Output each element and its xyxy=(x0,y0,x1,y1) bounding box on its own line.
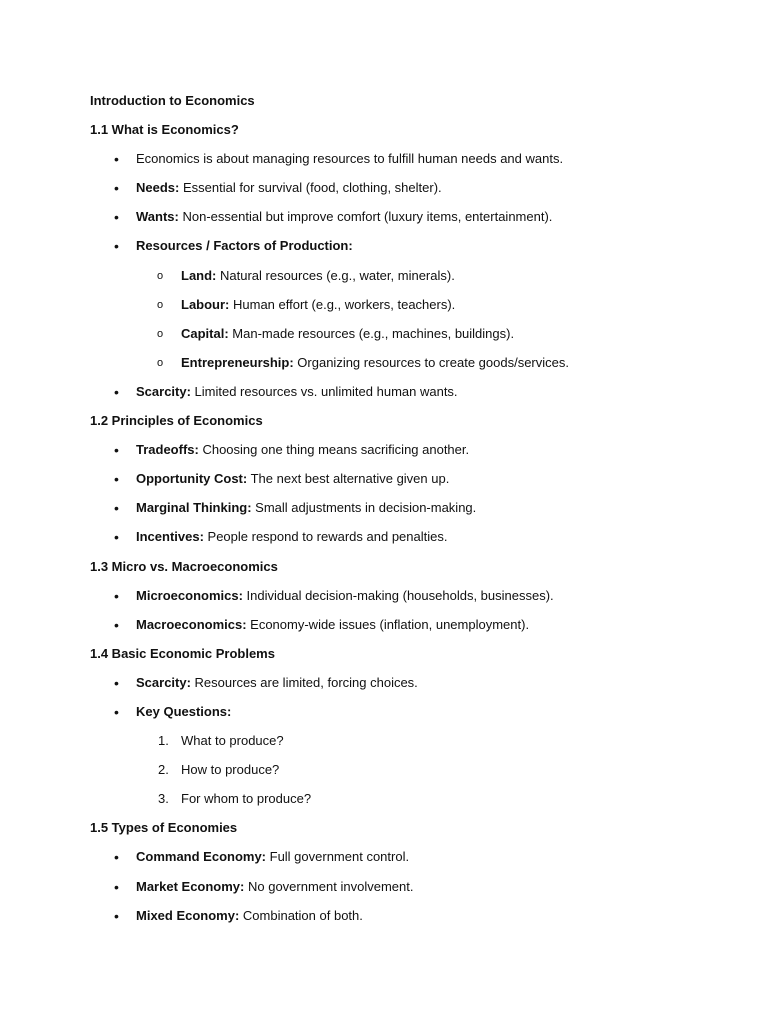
list-item-text: Individual decision-making (households, businesses). xyxy=(242,587,554,603)
list-item-term: Land: xyxy=(181,267,217,283)
numbered-item xyxy=(90,761,690,790)
list-item-term: Entrepreneurship: xyxy=(181,354,294,370)
list-item-term: Market Economy: xyxy=(136,878,245,894)
bullet-icon: • xyxy=(114,849,119,866)
list-item-term: Macroeconomics: xyxy=(136,616,247,632)
bullet-icon: • xyxy=(114,180,119,197)
list-item-text: How to produce? xyxy=(181,762,280,778)
circle-bullet-icon: o xyxy=(157,298,164,311)
document-title: Introduction to Economics xyxy=(90,93,255,108)
list-item-text: Full government control. xyxy=(266,849,410,865)
list-item-term: Needs: xyxy=(136,180,180,196)
list-item-term: Command Economy: xyxy=(136,849,267,865)
list-item-term: Key Questions: xyxy=(136,703,232,719)
list-number: 2. xyxy=(158,762,169,778)
list-item xyxy=(90,848,690,877)
list-item-text: Limited resources vs. unlimited human wants. xyxy=(190,383,458,399)
list-item-text: Choosing one thing means sacrificing another. xyxy=(198,442,470,458)
list-item-text: No government involvement. xyxy=(244,878,414,894)
list-item xyxy=(90,878,690,907)
section-heading: 1.4 Basic Economic Problems xyxy=(90,645,275,661)
list-item xyxy=(90,907,690,936)
sub-list-item xyxy=(90,354,690,383)
document-page xyxy=(90,92,690,936)
bullet-icon: • xyxy=(114,383,119,400)
section-heading: 1.1 What is Economics? xyxy=(90,122,239,138)
list-item-text: Natural resources (e.g., water, minerals). xyxy=(216,267,455,283)
list-item-term: Capital: xyxy=(181,325,229,341)
numbered-item xyxy=(90,790,690,819)
list-item-text: Essential for survival (food, clothing, shelter). xyxy=(179,180,442,196)
list-item-text: Human effort (e.g., workers, teachers). xyxy=(229,296,456,312)
list-item-text: The next best alternative given up. xyxy=(247,471,450,487)
bullet-icon: • xyxy=(114,500,119,517)
list-item-text: Man-made resources (e.g., machines, buildings). xyxy=(228,325,515,341)
list-item xyxy=(90,703,690,732)
list-item-text: Resources are limited, forcing choices. xyxy=(190,674,418,690)
bullet-icon: • xyxy=(114,471,119,488)
list-item xyxy=(90,499,690,528)
circle-bullet-icon: o xyxy=(157,327,164,340)
bullet-icon: • xyxy=(114,442,119,459)
list-item xyxy=(90,616,690,645)
circle-bullet-icon: o xyxy=(157,269,164,282)
sub-list-item xyxy=(90,325,690,354)
bullet-icon: • xyxy=(114,703,119,720)
list-item xyxy=(90,150,690,179)
section-heading: 1.2 Principles of Economics xyxy=(90,413,263,429)
list-item-text: Non-essential but improve comfort (luxury items, entertainment). xyxy=(178,209,553,225)
list-item-text: Small adjustments in decision-making. xyxy=(251,500,477,516)
bullet-icon: • xyxy=(114,907,119,924)
list-item-text: Economics is about managing resources to fulfill human needs and wants. xyxy=(136,151,564,167)
list-item-term: Tradeoffs: xyxy=(136,442,199,458)
list-item-term: Wants: xyxy=(136,209,179,225)
list-item xyxy=(90,674,690,703)
list-item-term: Microeconomics: xyxy=(136,587,243,603)
list-item-text: People respond to rewards and penalties. xyxy=(203,529,448,545)
bullet-icon: • xyxy=(114,209,119,226)
list-item-text: Organizing resources to create goods/services. xyxy=(293,354,569,370)
list-number: 3. xyxy=(158,791,169,807)
section-heading: 1.3 Micro vs. Macroeconomics xyxy=(90,558,278,574)
bullet-icon: • xyxy=(114,151,119,168)
list-item xyxy=(90,208,690,237)
list-item xyxy=(90,441,690,470)
list-item xyxy=(90,587,690,616)
section-heading: 1.5 Types of Economies xyxy=(90,820,238,836)
bullet-icon: • xyxy=(114,529,119,546)
list-item xyxy=(90,528,690,557)
list-item-term: Marginal Thinking: xyxy=(136,500,252,516)
sub-list-item xyxy=(90,296,690,325)
sub-list-item xyxy=(90,267,690,296)
list-item-term: Opportunity Cost: xyxy=(136,471,248,487)
circle-bullet-icon: o xyxy=(157,356,164,369)
list-item-text: What to produce? xyxy=(181,733,284,749)
bullet-icon: • xyxy=(114,674,119,691)
list-item xyxy=(90,383,690,412)
list-item-term: Scarcity: xyxy=(136,674,191,690)
list-item-text: Combination of both. xyxy=(239,907,363,923)
list-item-term: Resources / Factors of Production: xyxy=(136,238,353,254)
bullet-icon: • xyxy=(114,878,119,895)
list-item-term: Labour: xyxy=(181,296,230,312)
list-item-term: Mixed Economy: xyxy=(136,907,240,923)
list-item-text: For whom to produce? xyxy=(181,791,312,807)
list-item xyxy=(90,470,690,499)
list-item xyxy=(90,237,690,266)
bullet-icon: • xyxy=(114,616,119,633)
numbered-item xyxy=(90,732,690,761)
bullet-icon: • xyxy=(114,238,119,255)
list-number: 1. xyxy=(158,733,169,749)
list-item-text: Economy-wide issues (inflation, unemployment). xyxy=(246,616,530,632)
list-item-term: Scarcity: xyxy=(136,383,191,399)
list-item xyxy=(90,179,690,208)
bullet-icon: • xyxy=(114,587,119,604)
list-item-term: Incentives: xyxy=(136,529,204,545)
